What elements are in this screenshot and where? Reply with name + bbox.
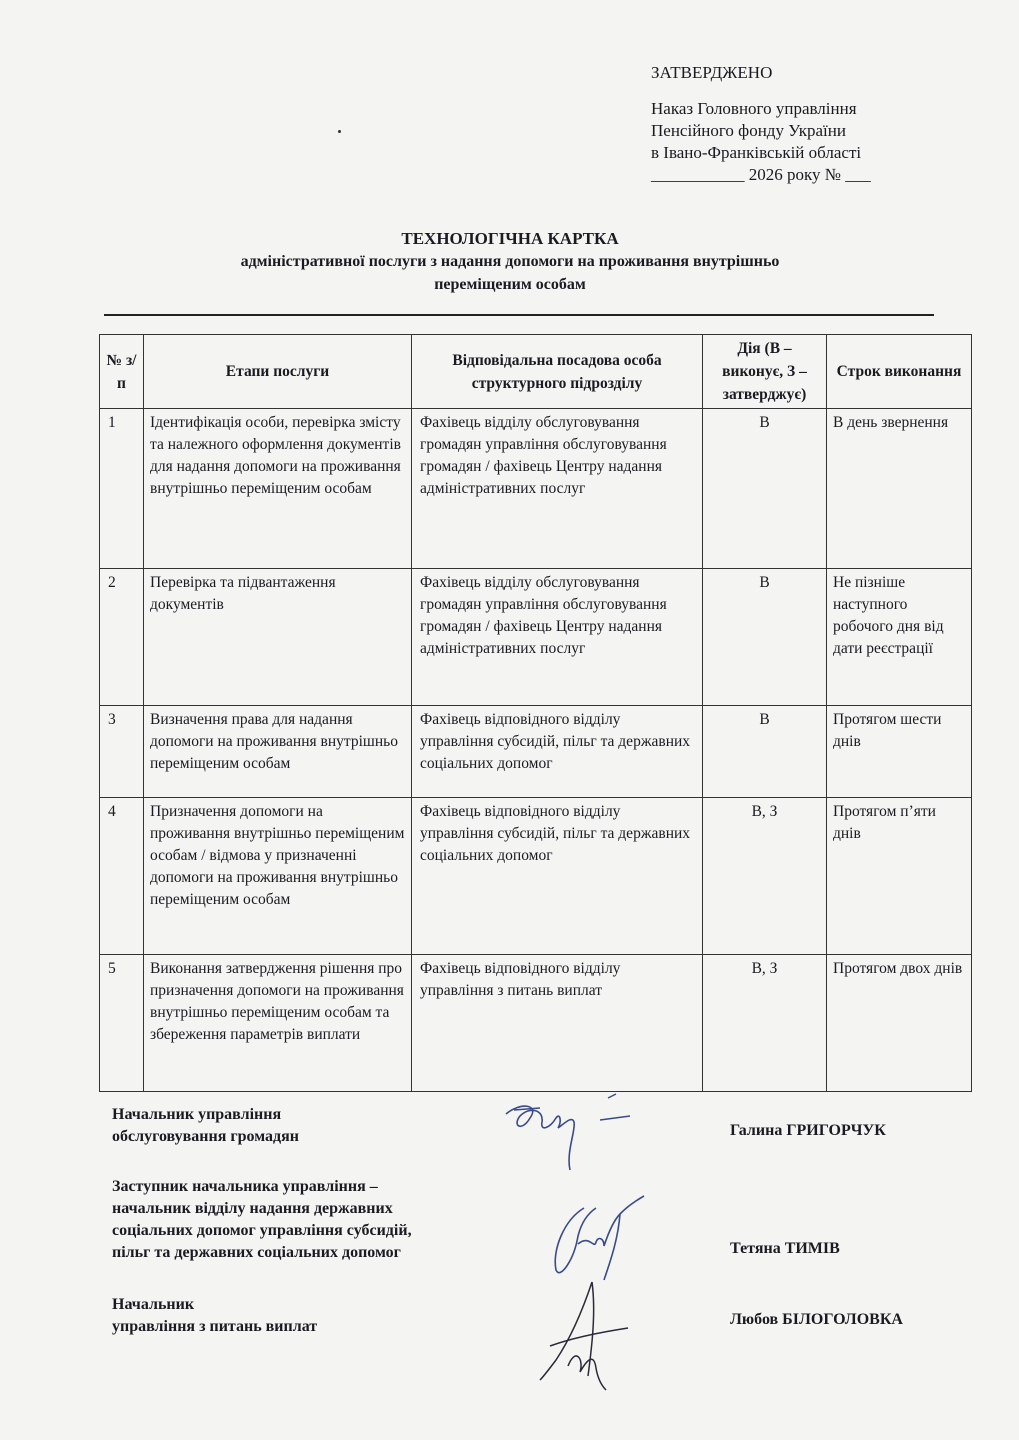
row-stage: Визначення права для надання допомоги на проживання внутрішньо переміщеним особам (144, 706, 412, 798)
row-action: В (703, 409, 827, 569)
row-term: Протягом двох днів (827, 955, 972, 1092)
position-line: управління з питань виплат (112, 1318, 318, 1335)
title-main: ТЕХНОЛОГІЧНА КАРТКА (401, 229, 619, 248)
title-subtitle: адміністративної послуги з надання допомоги на проживання внутрішньо (240, 253, 780, 270)
table-row (100, 409, 972, 569)
approval-line: Наказ Головного управління (651, 99, 857, 118)
signatory-name: Тетяна ТИМІВ (730, 1240, 840, 1257)
row-term: Протягом шести днів (827, 706, 972, 798)
position-line: Начальник управління (112, 1106, 282, 1123)
row-responsible: Фахівець відповідного відділу управління субсидій, пільг та державних соціальних допомог (412, 798, 703, 955)
column-header-term: Строк виконання (827, 335, 972, 409)
table-row (100, 706, 972, 798)
approval-block (651, 62, 871, 186)
position-line: обслуговування громадян (112, 1128, 299, 1145)
approval-line: ___________ 2026 року № ___ (651, 165, 871, 184)
row-stage: Ідентифікація особи, перевірка змісту та належного оформлення документів для надання допомоги на проживання внутрішньо переміщеним особам (144, 409, 412, 569)
handwritten-signature-icon (534, 1190, 654, 1285)
column-header-action: Дія (В – виконує, З – затверджує) (703, 335, 827, 409)
row-responsible: Фахівець відділу обслуговування громадян управління обслуговування громадян / фахівець Центру надання адміністративних послуг (412, 569, 703, 706)
technology-card-table (99, 334, 972, 1092)
row-stage: Призначення допомоги на проживання внутрішньо переміщеним особам / відмова у призначенні допомоги на проживання внутрішньо переміщеним особам (144, 798, 412, 955)
handwritten-signature-icon (532, 1276, 642, 1396)
signatory-position (112, 1176, 412, 1264)
table-row (100, 955, 972, 1092)
handwritten-signature-icon (500, 1092, 650, 1177)
position-line: соціальних допомог управління субсидій, (112, 1222, 412, 1239)
row-number: 2 (100, 569, 144, 706)
column-header-number: № з/п (100, 335, 144, 409)
row-action: В (703, 706, 827, 798)
table-header-row (100, 335, 972, 409)
row-term: Не пізніше наступного робочого дня від дати реєстрації (827, 569, 972, 706)
signatory-name: Галина ГРИГОРЧУК (730, 1122, 886, 1139)
table-row (100, 798, 972, 955)
position-line: начальник відділу надання державних (112, 1200, 393, 1217)
signatory-name: Любов БІЛОГОЛОВКА (730, 1311, 903, 1328)
title-divider (104, 314, 934, 316)
signatory-position (112, 1294, 317, 1338)
row-number: 1 (100, 409, 144, 569)
row-number: 3 (100, 706, 144, 798)
approval-stamp: ЗАТВЕРДЖЕНО (651, 63, 773, 82)
approval-line: Пенсійного фонду України (651, 121, 846, 140)
position-line: Начальник (112, 1296, 195, 1313)
row-number: 5 (100, 955, 144, 1092)
row-responsible: Фахівець відповідного відділу управління з питань виплат (412, 955, 703, 1092)
document-title (90, 228, 930, 296)
position-line: пільг та державних соціальних допомог (112, 1244, 401, 1261)
row-stage: Виконання затвердження рішення про призначення допомоги на проживання внутрішньо переміщеним особам та збереження параметрів виплати (144, 955, 412, 1092)
signatory-position (112, 1104, 299, 1148)
row-term: Протягом п’яти днів (827, 798, 972, 955)
column-header-stage: Етапи послуги (144, 335, 412, 409)
column-header-responsible: Відповідальна посадова особа структурного підрозділу (412, 335, 703, 409)
title-subtitle: переміщеним особам (434, 276, 586, 293)
row-action: В, З (703, 798, 827, 955)
approval-line: в Івано-Франківській області (651, 143, 862, 162)
row-number: 4 (100, 798, 144, 955)
row-responsible: Фахівець відділу обслуговування громадян управління обслуговування громадян / фахівець Центру надання адміністративних послуг (412, 409, 703, 569)
position-line: Заступник начальника управління – (112, 1178, 378, 1195)
speck-mark (338, 130, 341, 133)
table-row (100, 569, 972, 706)
row-stage: Перевірка та підвантаження документів (144, 569, 412, 706)
row-action: В (703, 569, 827, 706)
row-action: В, З (703, 955, 827, 1092)
row-term: В день звернення (827, 409, 972, 569)
row-responsible: Фахівець відповідного відділу управління субсидій, пільг та державних соціальних допомог (412, 706, 703, 798)
